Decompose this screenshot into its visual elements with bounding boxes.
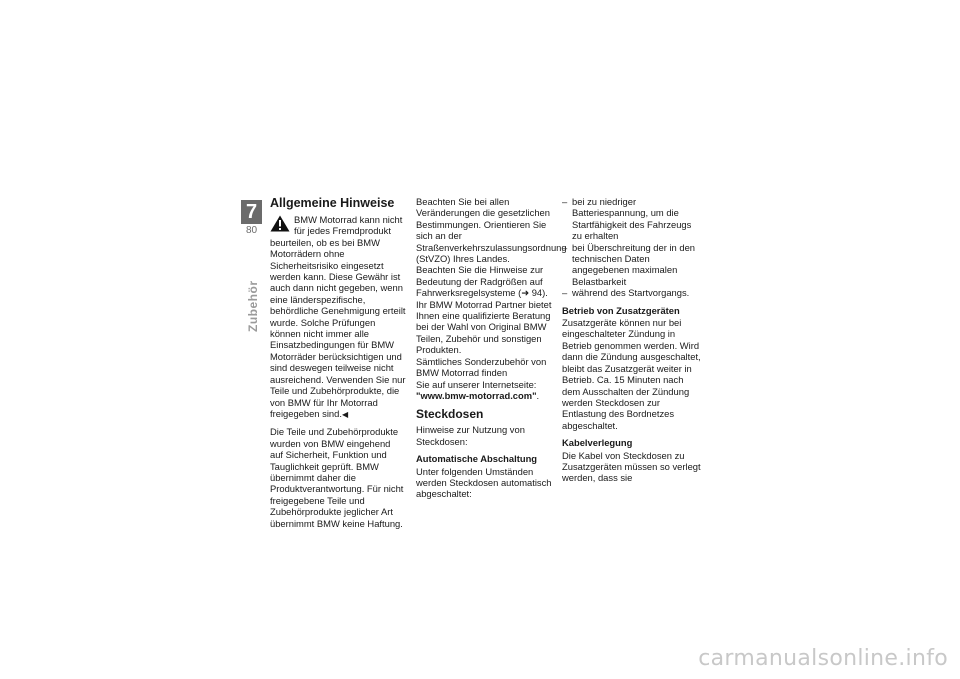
website-link[interactable]: "www.bmw-motorrad.com" bbox=[416, 389, 537, 401]
column-1 bbox=[270, 196, 406, 529]
accessories-paragraph: Sämtliches Sonderzubehör von BMW Motorrad finden bbox=[416, 355, 547, 379]
column-2 bbox=[416, 196, 567, 500]
website-prefix: Sie auf unserer Internetseite: bbox=[416, 378, 537, 390]
partner-paragraph: Ihr BMW Motorrad Partner bietet Ihnen eine qualifizierte Beratung bei der Wahl von Original BMW Teilen, Zubehör und sonstigen Produkten. bbox=[416, 298, 552, 356]
column-3 bbox=[562, 196, 702, 484]
heading-betrieb-von-zusatzgeraeten: Betrieb von Zusatzgeräten bbox=[562, 304, 680, 316]
page-number: 80 bbox=[241, 224, 262, 238]
heading-kabelverlegung: Kabelverlegung bbox=[562, 437, 633, 449]
section-side-label: Zubehör bbox=[246, 280, 260, 332]
heading-steckdosen: Steckdosen bbox=[416, 407, 484, 422]
warning-text: BMW Motorrad kann nicht für jedes Fremdprodukt beurteilen, ob es bei BMW Motorrädern ohne Sicherheitsrisiko eingesetzt werden kann. Diese Gewähr ist auch dann nicht gegeben, wenn eine länderspezifische, behördliche Genehmigung erteilt wurde. Solche Prüfungen können nicht immer alle Einsatzbedingungen für BMW Motorräder berücksichtigen und sind deswegen teilweise nicht ausreichend. Verwenden Sie nur Teile und Zubehörprodukte, die von BMW für Ihr Motorrad freigegeben sind. bbox=[270, 214, 406, 419]
regulations-paragraph: Beachten Sie bei allen Veränderungen die gesetzlichen Bestimmungen. Orientieren Sie sich an der Straßenverkehrszulassungsordnung (StVZO) Ihres Landes. bbox=[416, 196, 567, 265]
wheel-size-paragraph bbox=[416, 264, 552, 298]
arrow-right-icon: ➜ bbox=[521, 287, 530, 299]
wheel-size-text: Beachten Sie die Hinweise zur Bedeutung der Radgrößen auf Fahrwerksregelsysteme ( bbox=[416, 264, 544, 299]
shutdown-conditions-list bbox=[562, 196, 702, 299]
betrieb-text: Zusatzgeräte können nur bei eingeschalteter Zündung in Betrieb genommen werden. Wird dann die Zündung ausgeschaltet, bleibt das Zusatzgerät weiter in Betrieb. Ca. 15 Minuten nach dem Ausschalten der Zündung werden Steckdosen zur Entlastung des Bordnetzes abgeschaltet. bbox=[562, 317, 701, 431]
end-mark-icon: ◀ bbox=[341, 409, 349, 419]
wheel-size-suffix: ). bbox=[542, 287, 548, 299]
warning-triangle-icon bbox=[270, 215, 290, 232]
warning-paragraph bbox=[270, 214, 406, 420]
website-paragraph bbox=[416, 379, 552, 402]
website-suffix: . bbox=[536, 389, 540, 401]
heading-allgemeine-hinweise: Allgemeine Hinweise bbox=[270, 196, 395, 210]
kabel-text: Die Kabel von Steckdosen zu Zusatzgeräten müssen so verlegt werden, dass sie bbox=[562, 449, 701, 484]
list-item: – während des Startvorgangs. bbox=[562, 287, 702, 298]
watermark: carmanualsonline.info bbox=[698, 646, 948, 671]
chapter-number: 7 bbox=[245, 201, 258, 223]
list-item: – bei Überschreitung der in den technischen Daten angegebenen maximalen Belastbarkeit bbox=[562, 242, 702, 288]
liability-paragraph: Die Teile und Zubehörprodukte wurden von BMW eingehend auf Sicherheit, Funktion und Tauglichkeit geprüft. BMW übernimmt daher die Produktverantwortung. Für nicht freigegebene Teile und Zubehörprodukte jeglicher Art übernimmt BMW keine Haftung. bbox=[270, 426, 404, 529]
page-reference-link[interactable]: 94 bbox=[531, 287, 543, 299]
abschaltung-text: Unter folgenden Umständen werden Steckdosen automatisch abgeschaltet: bbox=[416, 465, 552, 500]
steckdosen-intro: Hinweise zur Nutzung von Steckdosen: bbox=[416, 424, 525, 447]
heading-automatische-abschaltung: Automatische Abschaltung bbox=[416, 453, 538, 465]
list-item: – bei zu niedriger Batteriespannung, um die Startfähigkeit des Fahrzeugs zu erhalten bbox=[562, 196, 702, 242]
